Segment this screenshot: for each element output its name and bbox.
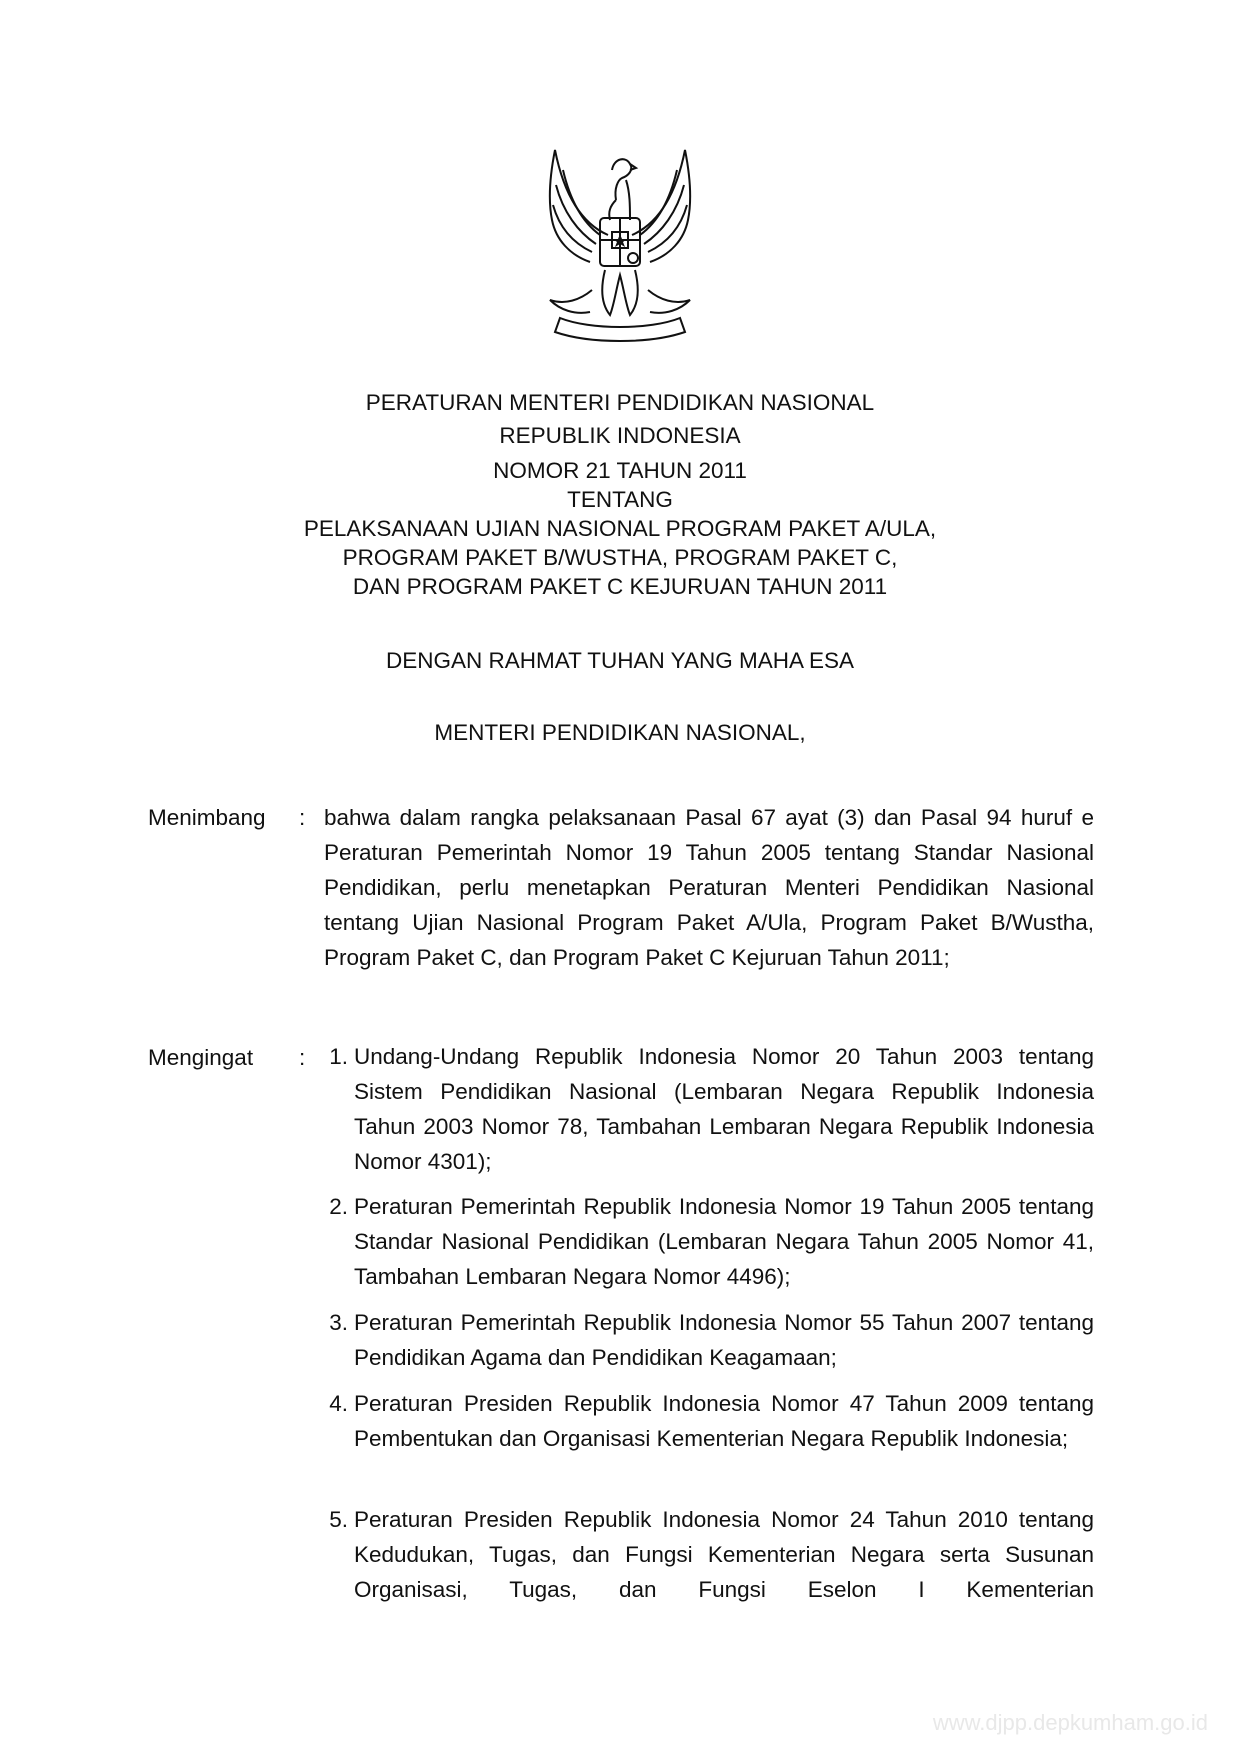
mengingat-colon: : <box>299 1045 306 1070</box>
doc-number: NOMOR 21 TAHUN 2011 <box>493 458 747 483</box>
mengingat-item-1-text: Undang-Undang Republik Indonesia Nomor 20 Tahun 2003 tentang Sistem Pendidikan Nasional (Lembaran Negara Republik Indonesia Tahun 2003 Nomor 78, Tambahan Lembaran Negara Republik Indonesia Nomor 4301); <box>354 1044 1094 1174</box>
mengingat-item-2-number: 2. <box>329 1194 348 1219</box>
doc-title-line-1: PERATURAN MENTERI PENDIDIKAN NASIONAL <box>365 390 875 415</box>
doc-subject-line-1: PELAKSANAAN UJIAN NASIONAL PROGRAM PAKET A/ULA, <box>303 516 937 541</box>
doc-subject-line-2: PROGRAM PAKET B/WUSTHA, PROGRAM PAKET C, <box>342 545 898 570</box>
mengingat-item-2-text: Peraturan Pemerintah Republik Indonesia Nomor 19 Tahun 2005 tentang Standar Nasional Pendidikan (Lembaran Negara Tahun 2005 Nomor 41, Tambahan Lembaran Negara Nomor 4496); <box>354 1194 1094 1289</box>
mengingat-item-5-text: Peraturan Presiden Republik Indonesia Nomor 24 Tahun 2010 tentang Kedudukan, Tugas, dan Fungsi Kementerian Negara serta Susunan Organisasi, Tugas, dan Fungsi Eselon I Kementerian <box>354 1507 1094 1602</box>
menimbang-text: bahwa dalam rangka pelaksanaan Pasal 67 ayat (3) dan Pasal 94 huruf e Peraturan Pemerintah Nomor 19 Tahun 2005 tentang Standar Nasional Pendidikan, perlu menetapkan Peraturan Menteri Pendidikan Nasional tentang Ujian Nasional Program Paket A/Ula, Program Paket B/Wustha, Program Paket C, dan Program Paket C Kejuruan Tahun 2011; <box>324 805 1094 970</box>
doc-title-line-2: REPUBLIK INDONESIA <box>499 423 741 448</box>
mengingat-item-5-number: 5. <box>329 1507 348 1532</box>
mengingat-label: Mengingat <box>148 1045 254 1070</box>
mengingat-item-3-number: 3. <box>329 1310 348 1335</box>
mengingat-item-4-number: 4. <box>329 1391 348 1416</box>
menimbang-colon: : <box>299 805 306 830</box>
invocation: DENGAN RAHMAT TUHAN YANG MAHA ESA <box>385 648 854 673</box>
watermark-url: www.djpp.depkumham.go.id <box>932 1710 1208 1735</box>
mengingat-item-3-text: Peraturan Pemerintah Republik Indonesia Nomor 55 Tahun 2007 tentang Pendidikan Agama dan Pendidikan Keagamaan; <box>354 1310 1094 1370</box>
garuda-emblem-icon <box>530 140 710 350</box>
doc-tentang: TENTANG <box>567 487 673 512</box>
mengingat-item-4-text: Peraturan Presiden Republik Indonesia Nomor 47 Tahun 2009 tentang Pembentukan dan Organisasi Kementerian Negara Republik Indonesia; <box>354 1391 1094 1451</box>
menimbang-label: Menimbang <box>148 805 266 830</box>
minister-title: MENTERI PENDIDIKAN NASIONAL, <box>434 720 806 745</box>
doc-subject-line-3: DAN PROGRAM PAKET C KEJURUAN TAHUN 2011 <box>352 574 888 599</box>
mengingat-item-1-number: 1. <box>329 1044 348 1069</box>
